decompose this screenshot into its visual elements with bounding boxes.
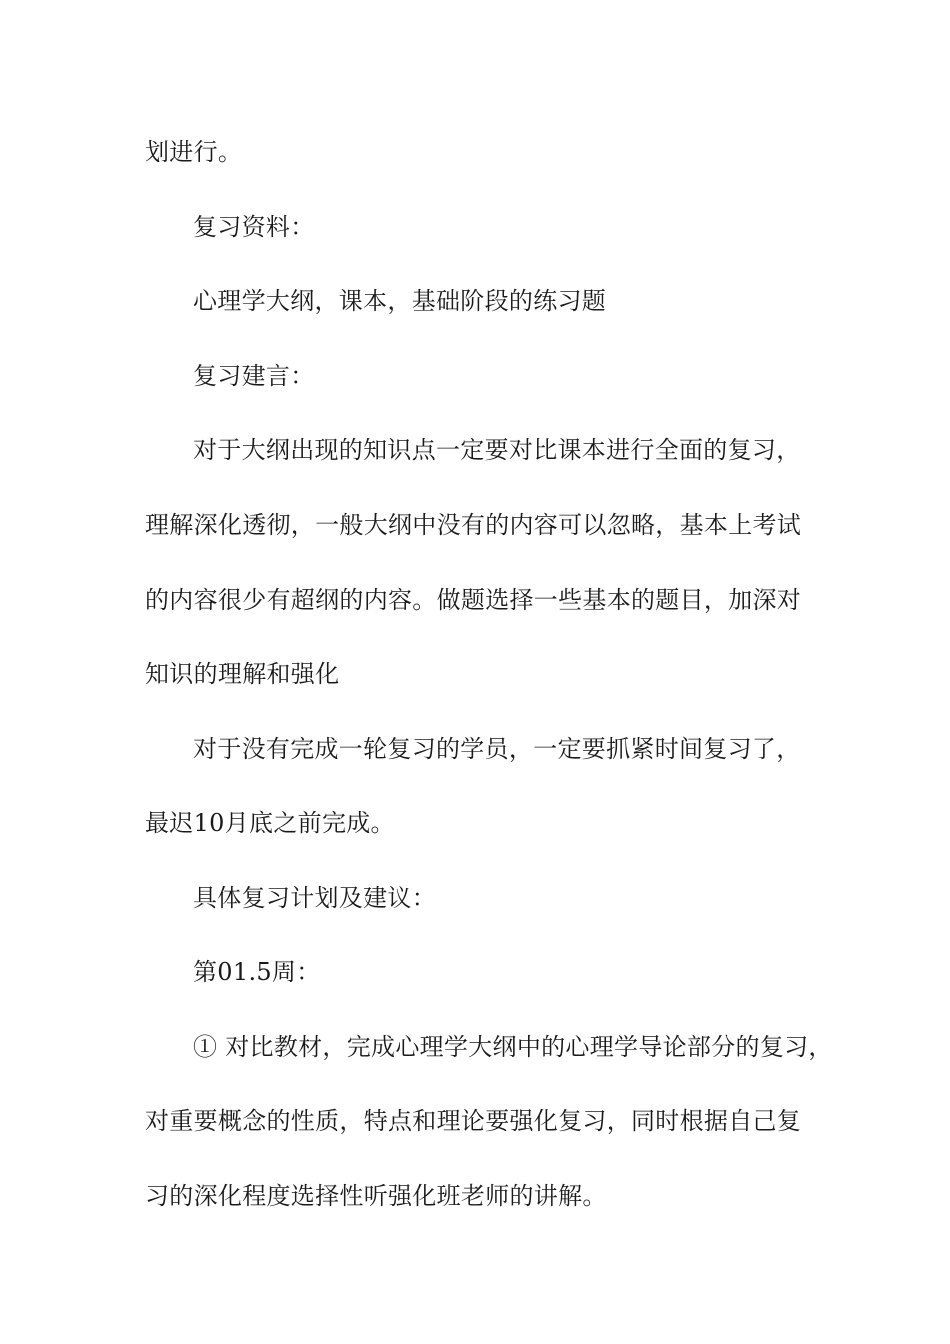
text-line: 第01.5周： — [193, 958, 321, 986]
text-line: 划进行。 — [145, 138, 243, 166]
text-line: 心理学大纲，课本，基础阶段的练习题 — [193, 287, 607, 315]
text-line: 知识的理解和强化 — [145, 660, 340, 688]
text-line: 习的深化程度选择性听强化班老师的讲解。 — [145, 1182, 607, 1210]
text-line: 复习资料： — [193, 213, 315, 241]
text-line: ① 对比教材，完成心理学大纲中的心理学导论部分的复习， — [193, 1033, 833, 1061]
text-line: 最迟10月底之前完成。 — [145, 809, 395, 837]
text-line: 理解深化透彻，一般大纲中没有的内容可以忽略，基本上考试 — [145, 511, 802, 539]
text-line: 对重要概念的性质，特点和理论要强化复习，同时根据自己复 — [145, 1107, 802, 1135]
text-line: 具体复习计划及建议： — [193, 884, 436, 912]
text-line: 复习建言： — [193, 362, 315, 390]
text-line: 对于没有完成一轮复习的学员，一定要抓紧时间复习了， — [193, 735, 801, 763]
text-line: 的内容很少有超纲的内容。做题选择一些基本的题目，加深对 — [145, 586, 802, 614]
text-line: 对于大纲出现的知识点一定要对比课本进行全面的复习， — [193, 436, 801, 464]
